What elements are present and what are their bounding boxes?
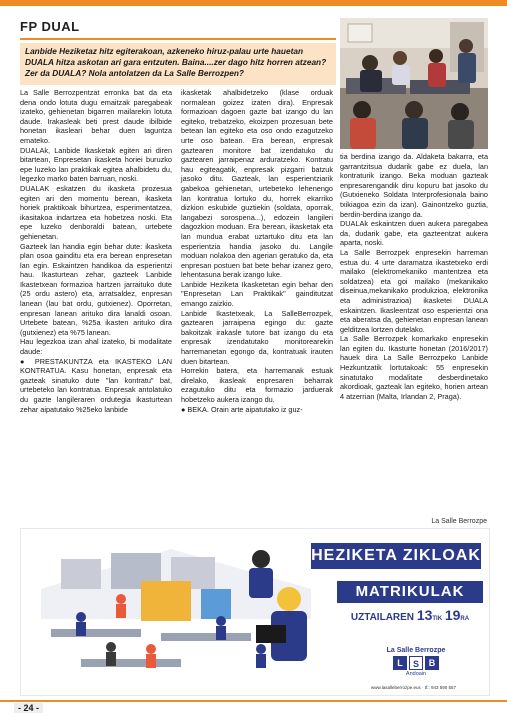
ad-title: HEZIKETA ZIKLOAK	[311, 543, 481, 569]
brand-name: La Salle Berrozpe	[386, 647, 446, 654]
paragraph: La Salle Berrozpentzat erronka bat da eta dena ondo lotuta dugu emaitzak paregabeak izateko, gehienetan bigarren mailarekin lotuta daude. Irakasleak beti prest daude ibilbide honetan ikasleari behar duen laguntza emateko.	[20, 88, 172, 145]
classroom-photo-illustration	[340, 18, 488, 149]
workshop-illustration	[21, 529, 321, 696]
ad-month: UZTAILAREN	[350, 612, 415, 623]
ad-date-end-suffix: RA	[460, 616, 470, 622]
ad-date-start-suffix: TIK	[432, 616, 443, 622]
logo-letter: S	[409, 656, 423, 670]
lead-text: Lanbide Heziketaz hitz egiterakoan, azkeneko hiruz-palau urte hauetan DUALA hitza askotan ari gara entzuten. Baina....zer dago hitz horren atzean? Zer da DUALA? Nola antolatzen da La Salle Berrozpen?	[25, 46, 327, 78]
section-title: FP DUAL	[20, 19, 80, 34]
text-column-1	[20, 88, 172, 414]
top-accent-bar	[0, 0, 507, 6]
paragraph: Horrekin batera, eta harremanak estuak direlako, ikasleak enpresaren beharrak ezagutuko ditu eta formazio jarduerak hobetzeko aukera izango du.	[181, 366, 333, 404]
paragraph: tia berdina izango da. Aldaketa bakarra, eta garrantzitsua dudarik gabe ez duela, lan kontraturik izango. Beka moduan gazteak enpresarengandik diru kopuru bat jasoko du (Gutxieneko Soldata Interprofesionala baino txikiagoa ezin da izan). Gainontzeko guztia, berdin-berdina izango da.	[340, 152, 488, 219]
paragraph: Lanbide Heziketa Ikasketetan egin behar den "Enpresetan Lan Praktikak" gainditutzat emango zaizkio.	[181, 279, 333, 309]
lead-box	[20, 43, 336, 85]
paragraph: ● BEKA. Orain arte aipatutako iz guz-	[181, 404, 303, 414]
enrollment-advertisement	[20, 528, 490, 696]
ad-contact: www.lasalleberrozpe.eus · tf.: 943 590 557	[370, 685, 457, 690]
ad-date-end: 19	[444, 607, 461, 623]
page-number: - 24 -	[14, 703, 43, 713]
ad-enrollment-label: MATRIKULAK	[337, 581, 483, 603]
paragraph: ● PRESTAKUNTZA eta IKASTEKO LAN KONTRATUA. Kasu honetan, enpresak eta gazteak sinatuko dute "lan kontratu" bat, urtebeteko lan kontratua. Enpresak antolatuko du gazte langileraren ordutegia ikasturtean zehar aipatutako %25eko lanbide	[20, 356, 172, 414]
paragraph: Hau legezkoa izan ahal izateko, bi modalitate daude:	[20, 337, 172, 357]
paragraph: La Salle Berrozpek komarkako enpresekin lan egiten du. Ikasturte honetan (2016/2017) hauek dira La Salle Berrozpeko Lanbide Hezkuntzatik lortutakoak: 55 enpresekin sinatutako modalitate desberdinetako akordioak, gazteak lan egiteko, horien artean 4 atzerrian (Malta, Irlandan 2, Praga).	[340, 334, 488, 401]
paragraph: Gazteek lan handia egin behar dute: ikasketa plan osoa gainditu eta era berean enpresetan lan egin. Eskaintzen handikoa da esperientzi hau. Ikasturtean zehar, gazteek Lanbide Ikastetxean formazioa hartzen jarraituko dute (25 ordu astero) eta, arratsaldez, enpresan lanean (lau bat ordu, gutxienez). Oporretan, enpresan lanean arituko dira lanaldi osoan. Urtebete batean, %25a ikasten arituko dira (gutxienez) eta %75 lanean.	[20, 241, 172, 337]
logo-letter: L	[393, 656, 407, 670]
brand-logo	[371, 656, 461, 670]
ad-date-start: 13	[416, 607, 433, 623]
paragraph: La Salle Berrozpek enpresekin harreman estua du. 4 urte daramatza ikastetxeko erdi mailako (elektromekaniko mantentzea eta soldatzea) eta goi mailako (mekanikako diseinua,mekanikako produkzioa, elektronika eta administrazioa) ikasketei DUALA eskaintzen. Ikasleentzat oso esperientzi ona eta aberatsa da, gehienetan enpresan lanean gelditzea lortzen dutelako.	[340, 247, 488, 334]
paragraph: ikasketak ahalbidetzeko (klase orduak normalean goizez izaten dira). Enpresak formazioan dagoen gazte bat izango du lan egiteko, trebatzeko, ekoizpen prozesuan bete betean lan egiteko eta oso ondo ezagutzeko urte oso batean. Era berean, enpresak gaztearen monitore bat izendatuko du gaztearen jarraipenaz arduratzeko. Kontratu hau egiteagatik, enpresak pizgarri batzuk jasoko ditu. Gazteak, lan esperientziarik gabekoa gehienetan, urtebeteko lehenengo lan kontratua lortuko du, horrek ekarriko dizkion eskubide guztiekin (soldata, oporrak, langabezi sorospena...), edozein langileri dagozkion moduan. Era berean, ikasketak eta lan mundua erabat uztartuko ditu eta lan esperientzia handia jasoko du. Langile moduan nolakoa den agerian geratuko da, eta enpresan postuen bat bete behar izanez gero, lehentasuna berak izango luke.	[181, 88, 333, 280]
brand-block	[371, 647, 461, 677]
classroom-photo	[340, 18, 488, 149]
footer-accent-line	[0, 700, 507, 702]
brand-city: Andoain	[405, 671, 427, 677]
text-column-2	[181, 88, 333, 414]
text-column-3	[340, 152, 488, 401]
paragraph: DUALAk eskaintzen duen aukera paregabea da, dudarik gabe, eta gazteentzat aukera aparta, noski.	[340, 219, 488, 248]
paragraph: DUALAK eskatzen du ikasketa prozesua egiten ari den momentu berean, ikasketa horiek praktikoak bihurtzea, esperimentatzea, ikasitakoa indartzea eta hobetzea noski. Eta epe luzeko denboraldi batean, urtebete gehienetan.	[20, 183, 172, 241]
ad-dates	[337, 607, 483, 623]
logo-letter: B	[425, 656, 439, 670]
section-header	[20, 18, 336, 40]
paragraph: Lanbide Ikastetxeak, La SalleBerrozpek, gaztearen jarraipena egingo du: gazte bakoitzak irakasle tutore bat izango du eta enpresak izendatutako monitorearekin harremanetan egongo da, kontratuak irauten duen bitartean.	[181, 308, 333, 366]
photo-caption: La Salle Berrozpe	[431, 518, 487, 525]
paragraph: DUALAk, Lanbide Ikasketak egiten ari diren bitartean, Enpresetan ikasketa horiei buruzko epe luzeko lan praktikak egitea ahalbidetu du, legezko marko baten barruan, noski.	[20, 145, 172, 184]
